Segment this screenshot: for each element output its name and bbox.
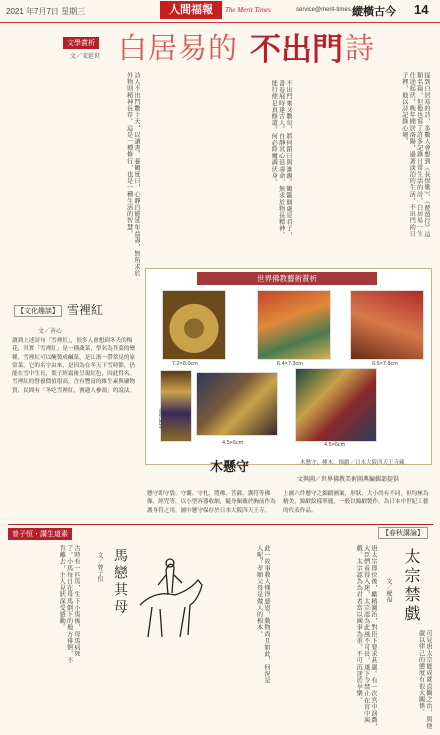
culture-author: 文／善心 [38, 328, 63, 335]
story-title: 馬戀其母 [112, 548, 128, 616]
culture-body: 讀到上述詩句「雪裡紅」，很多人會想到冬天的梅花，其實「雪裡紅」是一種蔬菜，學名為芥菜的變種。雪裡紅可以醃製成鹹菜，是江浙一帶常見的家常菜。它的名字由來，是因為在冬天下雪時節，仍能在雪中生長，葉子經霜後呈現紅色，因此得名。雪裡紅的營養價值很高，含有豐富的維生素與礦物質，民間有「冬吃雪裡紅，賽過人參湯」的說法。 [12, 338, 136, 394]
museum-body: 懸守即守袋、守囊、守札、將佛、菩薩、護符等佛像、經咒等，以小型容器收納，隨身佩戴於胸前作為護身符之用。圖中懸守保存於日本大阪四天王寺。 [147, 491, 276, 514]
culture-title: 雪裡紅 [67, 303, 104, 317]
spring-body: 唐太宗即位後，勵精圖治，對臣下要求甚嚴。有一次宮中演戲，大臣們看得入迷，太宗認為此風不可長，遂下令禁止在宮中演戲。太宗認為為君者當以國事為重，不可沉迷於享樂。 [355, 545, 377, 730]
article-body-middle: 不出門來又數旬，將何銷日與誰親。鶴籠開處見君子，書卷展時逢古人。自靜其心延壽命，無求於物長精神。能行便是真修道，何必降魔調伏身。 [270, 80, 292, 239]
contact-url: service@merit-times.com.tw [296, 7, 372, 13]
spring-title: 太宗禁戲 [402, 548, 421, 624]
column-tag: 文學賞析 [63, 37, 99, 49]
story-body-left: 古時有一匹馬，生下小馬後，母馬病死了。小馬每日在母馬倒下的地方徘徊，不肯離去，主人見狀深受感動。 [58, 545, 80, 664]
photo-caption-5: 4.5×6cm [222, 440, 244, 446]
museum-source-credit: 文與圖／世界佛教美術圖典編輯部提供 [297, 476, 400, 483]
newspaper-logo-en: The Merit Times [225, 6, 271, 14]
museum-header: 世界佛教藝術賞析 [197, 272, 377, 285]
section-divider [8, 524, 433, 525]
photo-caption-6: 4.5×6cm [324, 442, 346, 448]
photo-caption-1: 7.2×8.0cm [172, 361, 198, 367]
photo-caption-3: 6.5×7.8cm [372, 361, 398, 367]
article-author: 文／宋延世 [70, 53, 101, 60]
amulet-photo-3 [350, 290, 424, 360]
photo-caption-2: 6.4×7.3cm [277, 361, 303, 367]
spring-author: 文／慶福 [385, 578, 392, 602]
museum-item-title: 木懸守 [210, 460, 250, 475]
story-author: 文／曾子恒 [96, 552, 103, 582]
culture-column-tag: 【文化趣談】 [14, 305, 62, 317]
amulet-photo-2 [257, 290, 331, 360]
amulet-photo-4 [160, 370, 192, 442]
museum-body-2: 上圖六件懸守之錦緞圖案，形狀、大小尚有不同，但均極為精美，錦緞紋樣華麗，一般以錦緞製作，為日本中世紀工藝的代表作品。 [283, 491, 429, 514]
horse-rider-illustration [130, 545, 210, 650]
spring-column-tag: 【春秋講論】 [378, 527, 428, 539]
article-body-right: 提到白居易的詩，多數人會想到《長恨歌》、《琵琶行》這類名篇，但他也寫了許多記錄日常生活的詩。白居易一生仕途起伏，晚年閒居洛陽，過著淡泊的生活，不出門的日子裡，他以詩記錄心境。 [400, 72, 430, 238]
section-name: 縱橫古今 [352, 5, 396, 18]
story-column-tag: 曾子恒・講生道素 [8, 528, 72, 540]
amulet-photo-6 [295, 368, 377, 442]
issue-date: 2021 年7月7日 星期三 [6, 7, 86, 16]
museum-item-credit: 木懸守，種木，錦緞／日本大阪四天王寺藏 [300, 460, 405, 466]
photo-caption-4: 高6.5cm [157, 408, 163, 429]
article-title-part1: 白居易的 [118, 31, 239, 65]
amulet-photo-5 [196, 372, 278, 436]
article-body-left: 詩人不出門數十天，以讀書、養鶴度日，心靜自能延年益壽，無所求於外物則精神長存。這是一種修行，也是一種生活的智慧。 [125, 72, 140, 277]
page-number: 14 [414, 2, 429, 17]
article-title-emphasis: 不出門 [250, 32, 343, 68]
article-title-part3: 詩 [345, 31, 375, 65]
amulet-photo-1 [162, 290, 226, 360]
spring-body-2: 可見唐太宗能成就貞觀之治，與他嚴以律己的態度有很大關係。 [417, 630, 432, 729]
story-body-right: 此一故事教人懂得感恩，動物尚且如此，何況是人呢？孝順父母是做人的根本。 [255, 545, 270, 684]
newspaper-logo: 人間福報 [160, 1, 222, 19]
